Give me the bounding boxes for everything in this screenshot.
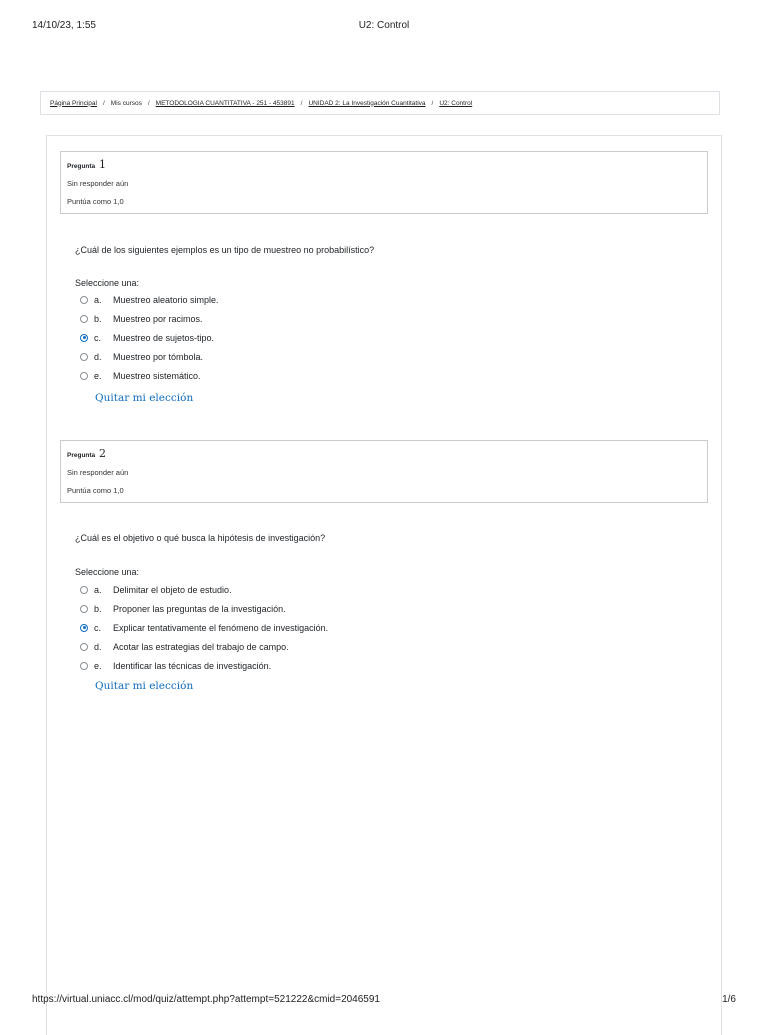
radio-button[interactable]	[80, 586, 88, 594]
clear-choice-link-1[interactable]: Quitar mi elección	[95, 392, 194, 404]
clear-choice-link-2[interactable]: Quitar mi elección	[95, 680, 194, 692]
breadcrumb-separator: /	[102, 99, 105, 107]
breadcrumb	[40, 91, 720, 115]
answer-option-1e[interactable]: e. Muestreo sistemático.	[80, 367, 219, 386]
print-page-number: 1/6	[722, 994, 736, 1005]
print-header	[32, 20, 736, 34]
answer-prompt-2: Seleccione una:	[75, 567, 140, 577]
print-page-title: U2: Control	[358, 20, 410, 31]
answer-list-2	[80, 580, 328, 676]
print-datetime: 14/10/23, 1:55	[32, 20, 96, 31]
question-state-2: Sin responder aún	[67, 468, 129, 477]
question-grade-1: Puntúa como 1,0	[67, 197, 124, 206]
question-info-1	[60, 151, 708, 214]
print-url: https://virtual.uniacc.cl/mod/quiz/attempt.php?attempt=521222&cmid=2046591	[32, 994, 380, 1005]
answer-option-1a[interactable]: a. Muestreo aleatorio simple.	[80, 290, 219, 309]
print-footer	[32, 994, 736, 1008]
radio-button-checked[interactable]	[80, 624, 88, 632]
question-number-1: Pregunta 1	[67, 158, 106, 171]
breadcrumb-separator: /	[431, 99, 434, 107]
answer-option-1b[interactable]: b. Muestreo por racimos.	[80, 309, 219, 328]
answer-option-2a[interactable]: a. Delimitar el objeto de estudio.	[80, 580, 328, 599]
answer-option-2e[interactable]: e. Identificar las técnicas de investigación.	[80, 657, 328, 676]
breadcrumb-separator: /	[300, 99, 303, 107]
answer-option-2c[interactable]: c. Explicar tentativamente el fenómeno de investigación.	[80, 618, 328, 637]
question-text-2: ¿Cuál es el objetivo o qué busca la hipótesis de investigación?	[75, 533, 326, 543]
question-number-2: Pregunta 2	[67, 447, 106, 460]
breadcrumb-unit[interactable]: UNIDAD 2: La Investigación Cuantitativa	[308, 99, 426, 107]
breadcrumb-course[interactable]: METODOLOGIA CUANTITATIVA - 251 - 453891	[155, 99, 295, 107]
breadcrumb-my-courses: Mis cursos	[110, 99, 142, 107]
question-grade-2: Puntúa como 1,0	[67, 486, 124, 495]
radio-button[interactable]	[80, 353, 88, 361]
answer-list-1	[80, 290, 219, 386]
breadcrumb-home[interactable]: Página Principal	[50, 99, 97, 107]
breadcrumb-quiz[interactable]: U2: Control	[439, 99, 473, 107]
answer-option-2b[interactable]: b. Proponer las preguntas de la investigación.	[80, 599, 328, 618]
breadcrumb-separator: /	[147, 99, 150, 107]
question-state-1: Sin responder aún	[67, 179, 129, 188]
answer-option-1d[interactable]: d. Muestreo por tómbola.	[80, 348, 219, 367]
radio-button[interactable]	[80, 643, 88, 651]
answer-option-1c[interactable]: c. Muestreo de sujetos-tipo.	[80, 328, 219, 347]
answer-option-2d[interactable]: d. Acotar las estrategias del trabajo de campo.	[80, 638, 328, 657]
question-info-2	[60, 440, 708, 503]
radio-button[interactable]	[80, 372, 88, 380]
radio-button[interactable]	[80, 605, 88, 613]
radio-button[interactable]	[80, 296, 88, 304]
radio-button-checked[interactable]	[80, 334, 88, 342]
answer-prompt-1: Seleccione una:	[75, 278, 140, 288]
radio-button[interactable]	[80, 662, 88, 670]
question-text-1: ¿Cuál de los siguientes ejemplos es un tipo de muestreo no probabilístico?	[75, 245, 375, 255]
radio-button[interactable]	[80, 315, 88, 323]
